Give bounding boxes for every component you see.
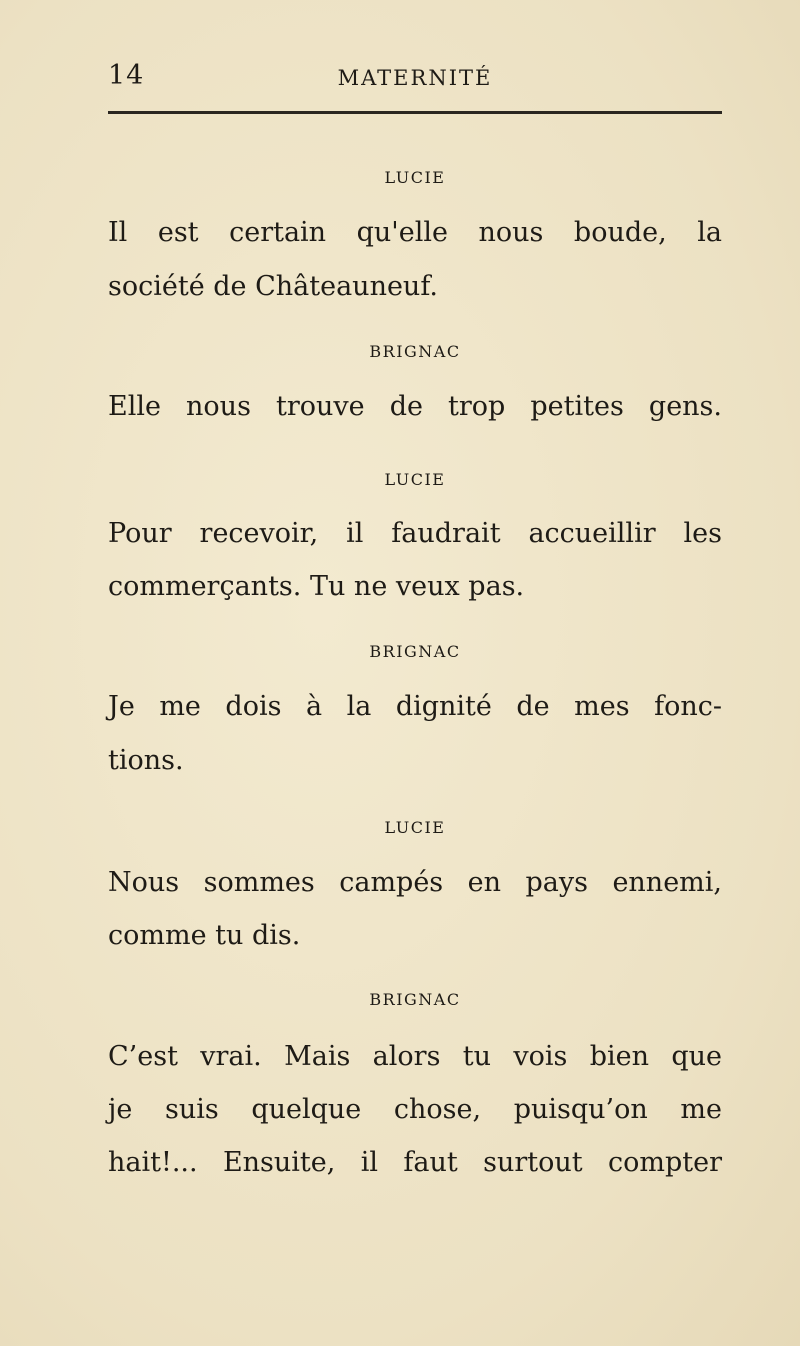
speaker-name: LUCIE: [384, 818, 446, 837]
dialogue-line: Il est certain qu'elle nous boude, la: [108, 217, 722, 248]
dialogue-line: hait!... Ensuite, il faut surtout compter: [108, 1147, 722, 1178]
header-rule: [108, 111, 722, 114]
speaker-name: BRIGNAC: [369, 342, 461, 361]
speaker-name: LUCIE: [384, 470, 446, 489]
dialogue-line: Je me dois à la dignité de mes fonc-: [108, 691, 722, 722]
dialogue-line: tions.: [108, 745, 184, 776]
dialogue-line: Elle nous trouve de trop petites gens.: [108, 391, 722, 422]
dialogue-line: comme tu dis.: [108, 920, 301, 951]
dialogue-line: Pour recevoir, il faudrait accueillir les: [108, 518, 722, 549]
dialogue-line: C’est vrai. Mais alors tu vois bien que: [108, 1041, 722, 1072]
speaker-name: LUCIE: [384, 168, 446, 187]
dialogue-line: je suis quelque chose, puisqu’on me: [108, 1094, 722, 1125]
page-number: 14: [108, 60, 145, 91]
running-title: MATERNITÉ: [337, 66, 493, 90]
dialogue-line: société de Châteauneuf.: [108, 271, 438, 302]
page-header: [108, 60, 722, 100]
dialogue-line: commerçants. Tu ne veux pas.: [108, 571, 525, 602]
speaker-name: BRIGNAC: [369, 642, 461, 661]
speaker-name: BRIGNAC: [369, 990, 461, 1009]
dialogue-line: Nous sommes campés en pays ennemi,: [108, 867, 722, 898]
